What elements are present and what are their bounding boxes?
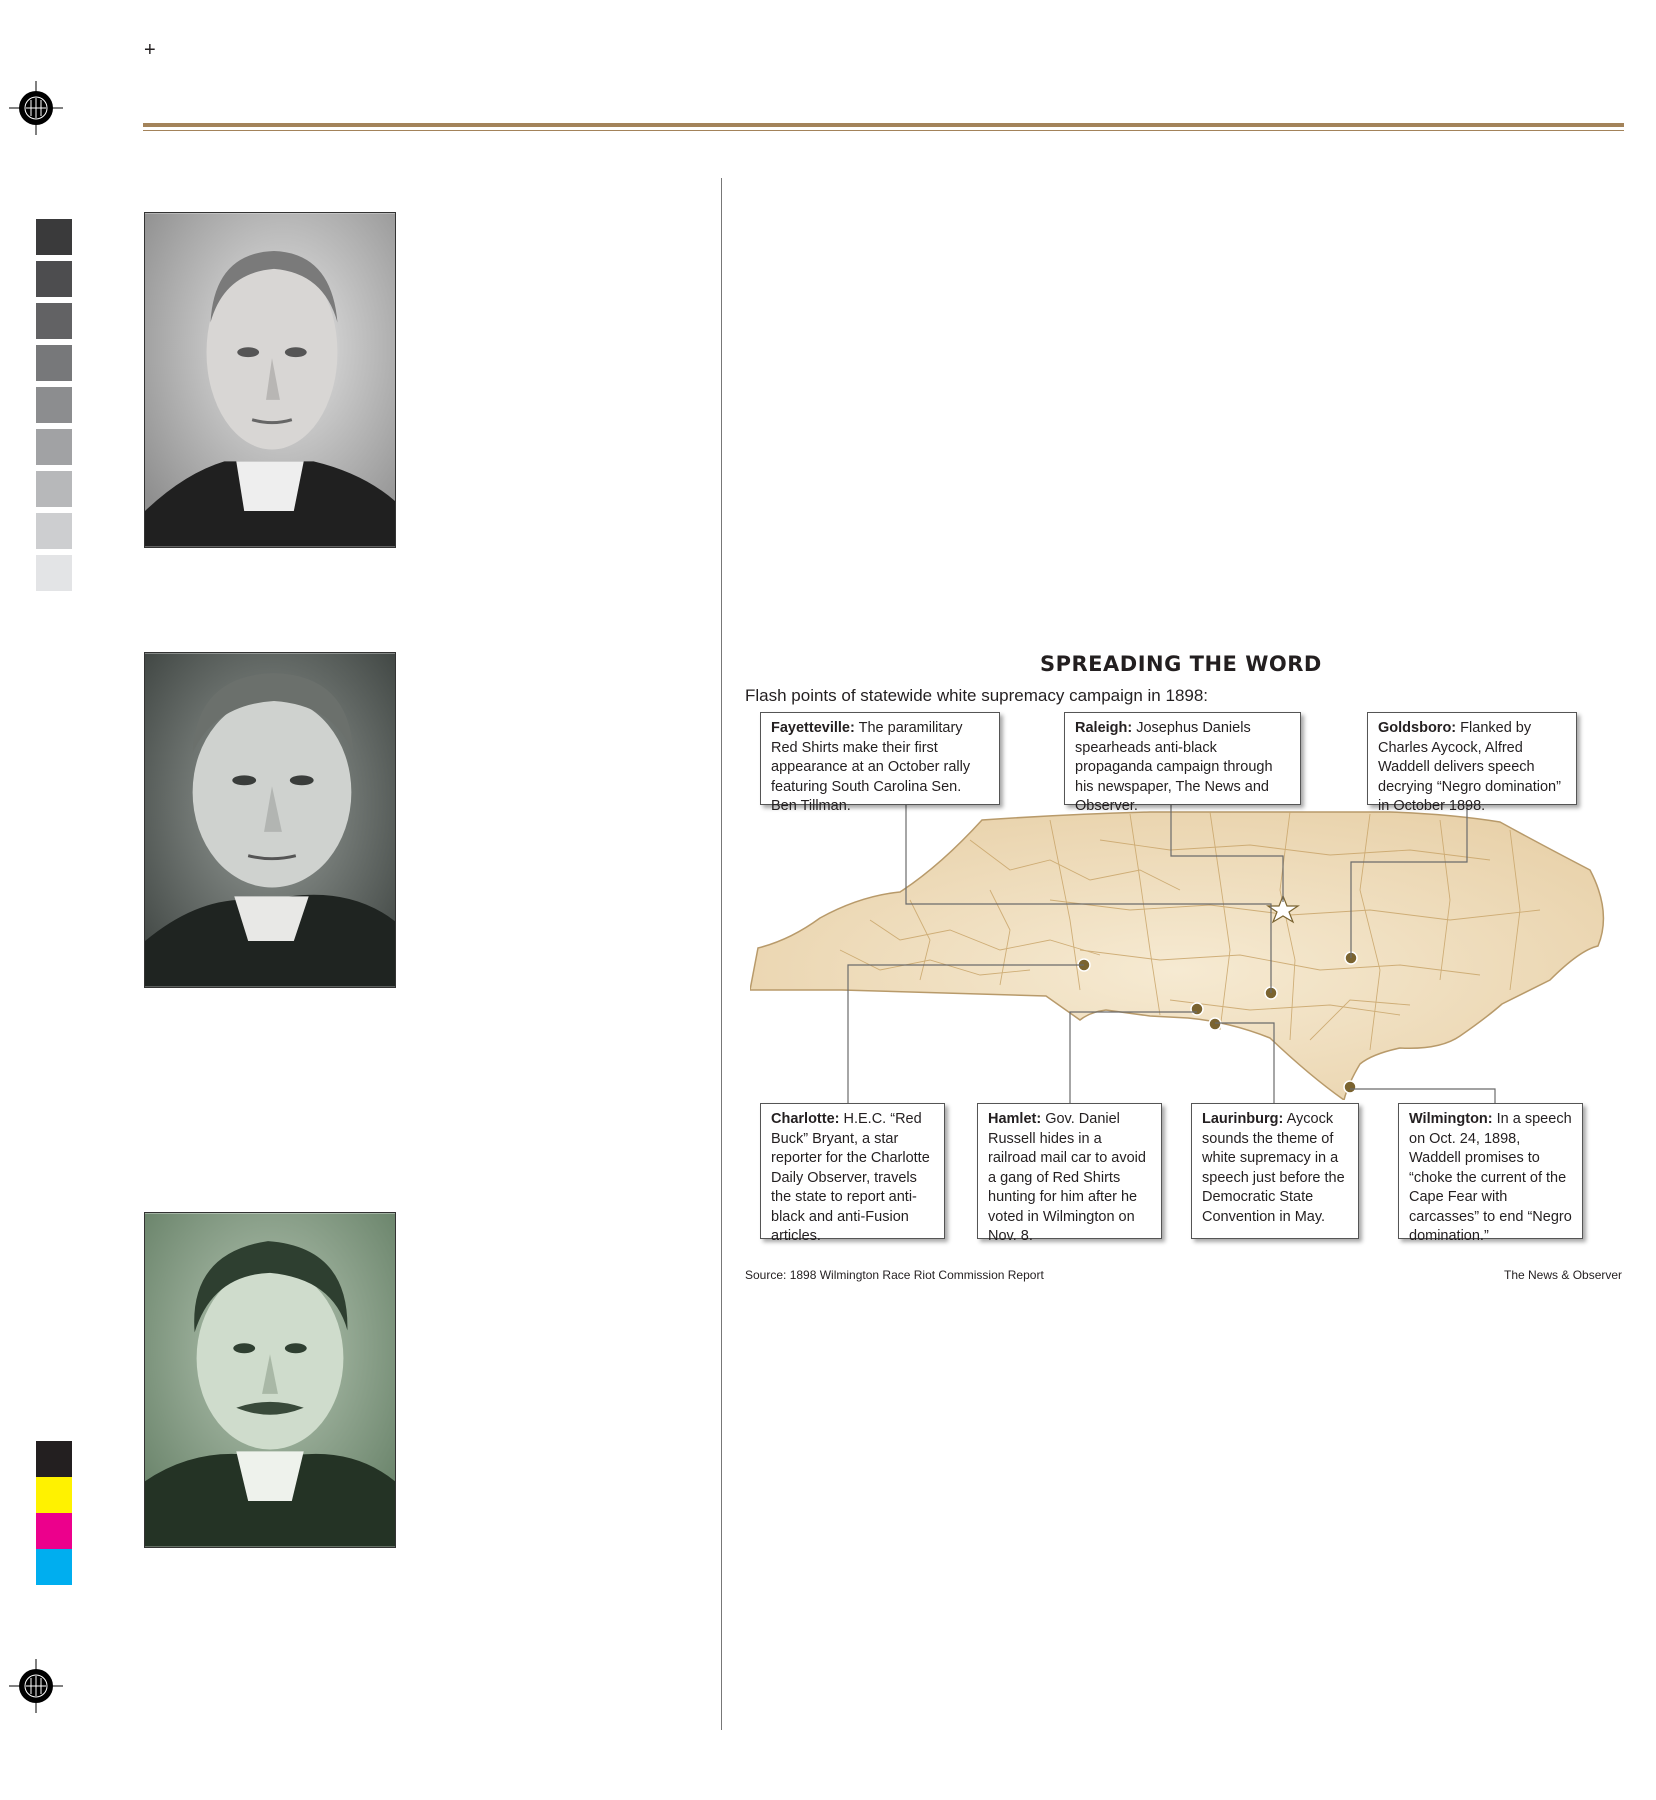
callout-charlotte-place: Charlotte: bbox=[771, 1111, 840, 1127]
map-credit: The News & Observer bbox=[1504, 1268, 1623, 1282]
top-rule bbox=[143, 123, 1624, 127]
callout-wilmington-text: In a speech on Oct. 24, 1898, Waddell promises to “choke the current of the Cape Fear with carcasses” to end “Negro domination.” bbox=[1409, 1111, 1572, 1244]
crop-mark: + bbox=[144, 39, 156, 61]
map-subtitle: Flash points of statewide white supremacy campaign in 1898: bbox=[745, 686, 1209, 705]
callout-fayetteville-text: The paramilitary Red Shirts make their first appearance at an October rally featuring South Carolina Sen. Ben Tillman. bbox=[771, 720, 971, 814]
gray-swatch bbox=[36, 345, 72, 381]
callout-wilmington-place: Wilmington: bbox=[1409, 1111, 1493, 1127]
callout-goldsboro-place: Goldsboro: bbox=[1378, 720, 1457, 736]
callout-hamlet bbox=[977, 1103, 1162, 1244]
gray-swatch bbox=[36, 555, 72, 591]
portrait-photo-2 bbox=[144, 652, 396, 988]
registration-mark-bottom-icon bbox=[9, 1659, 63, 1713]
callout-raleigh-place: Raleigh: bbox=[1075, 720, 1133, 736]
callout-wilmington bbox=[1398, 1103, 1583, 1244]
gray-swatch bbox=[36, 513, 72, 549]
callout-goldsboro-text: Flanked by Charles Aycock, Alfred Waddell delivers speech decrying “Negro domination” in October 1898. bbox=[1378, 720, 1561, 814]
gray-swatch bbox=[36, 387, 72, 423]
cmyk-swatch bbox=[36, 1513, 72, 1549]
callout-laurinburg-place: Laurinburg: bbox=[1202, 1111, 1284, 1127]
column-divider bbox=[721, 178, 722, 1730]
gray-swatch bbox=[36, 471, 72, 507]
callout-raleigh bbox=[1064, 712, 1301, 814]
gray-swatch bbox=[36, 261, 72, 297]
gray-swatch bbox=[36, 429, 72, 465]
map-source: Source: 1898 Wilmington Race Riot Commission Report bbox=[745, 1268, 1044, 1282]
callout-hamlet-place: Hamlet: bbox=[988, 1111, 1042, 1127]
cmyk-swatch bbox=[36, 1477, 72, 1513]
callout-hamlet-text: Gov. Daniel Russell hides in a railroad mail car to avoid a gang of Red Shirts hunting for him after he voted in Wilmington on Nov. 8. bbox=[988, 1111, 1146, 1244]
portrait-3-icon bbox=[145, 1213, 395, 1547]
callout-laurinburg bbox=[1191, 1103, 1359, 1239]
gray-swatch bbox=[36, 303, 72, 339]
portrait-2-icon bbox=[145, 653, 395, 987]
registration-mark-top-icon bbox=[9, 81, 63, 135]
callout-fayetteville-place: Fayetteville: bbox=[771, 720, 855, 736]
callout-charlotte bbox=[760, 1103, 945, 1244]
portrait-photo-3 bbox=[144, 1212, 396, 1548]
gray-swatch bbox=[36, 219, 72, 255]
callout-laurinburg-text: Aycock sounds the theme of white supremacy in a speech just before the Democratic State Convention in May. bbox=[1202, 1111, 1345, 1225]
portrait-photo-1 bbox=[144, 212, 396, 548]
callout-fayetteville bbox=[760, 712, 1000, 814]
callout-charlotte-text: H.E.C. “Red Buck” Bryant, a star reporter for the Charlotte Daily Observer, travels the state to report anti-black and anti-Fusion articles. bbox=[771, 1111, 930, 1244]
top-rule-thin bbox=[143, 130, 1624, 131]
cmyk-swatch bbox=[36, 1549, 72, 1585]
callout-raleigh-text: Josephus Daniels spearheads anti-black propaganda campaign through his newspaper, The News and Observer. bbox=[1075, 720, 1273, 814]
callout-goldsboro bbox=[1367, 712, 1577, 814]
callout-leader-lines bbox=[740, 800, 1640, 1130]
map-title: SPREADING THE WORD bbox=[1040, 652, 1322, 676]
cmyk-swatch bbox=[36, 1441, 72, 1477]
portrait-1-icon bbox=[145, 213, 395, 547]
